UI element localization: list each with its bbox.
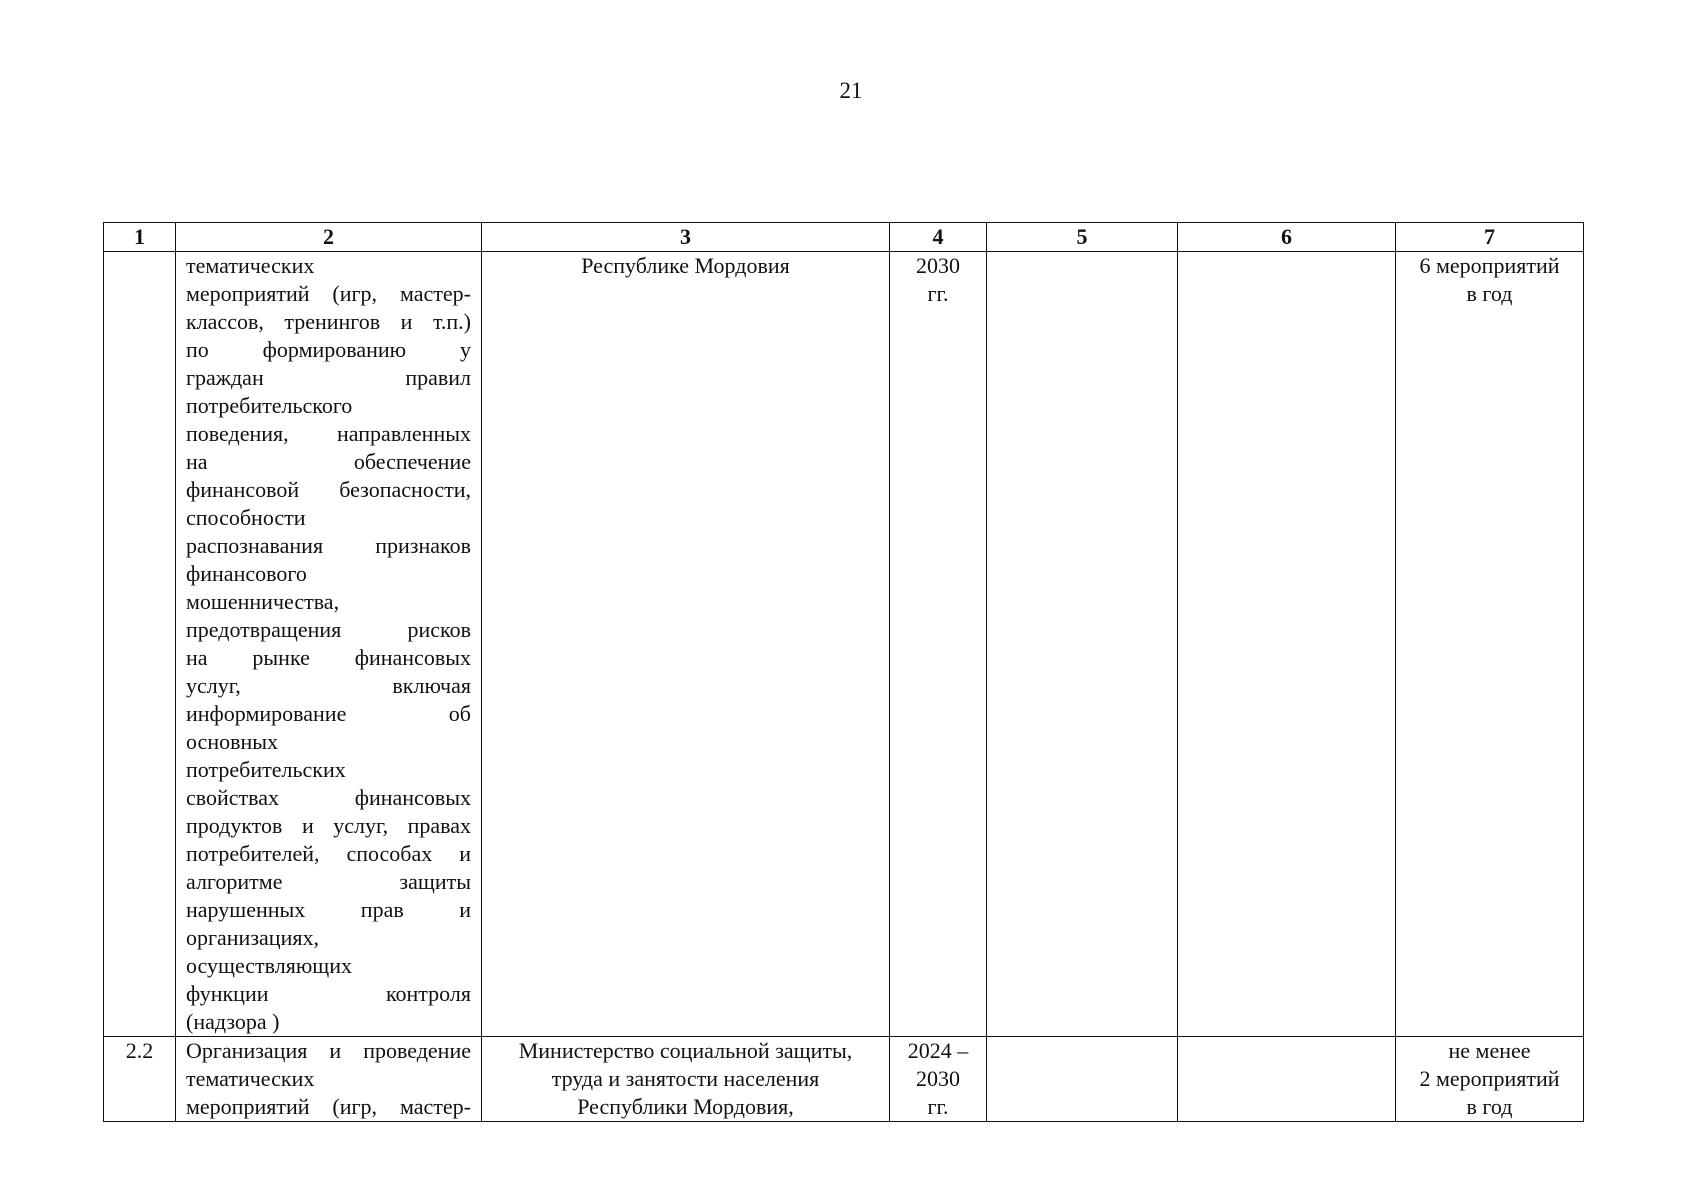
column-5-cell xyxy=(987,1037,1178,1122)
result-line: 2 мероприятий xyxy=(1419,1066,1560,1091)
description-line: на обеспечение xyxy=(186,449,471,474)
result-cell xyxy=(1396,1037,1584,1122)
description-line: граждан правил xyxy=(186,365,471,390)
description-line: мероприятий (игр, мастер- xyxy=(186,1094,471,1119)
column-6-cell xyxy=(1178,1037,1396,1122)
description-line: финансового xyxy=(186,561,307,586)
description-line: функции контроля xyxy=(186,981,471,1006)
executor-line: Республике Мордовия xyxy=(581,253,790,278)
executor-line: Республики Мордовия, xyxy=(577,1094,794,1119)
activity-description-cell xyxy=(176,1037,482,1122)
table-row xyxy=(104,252,1584,1037)
description-line: поведения, направленных xyxy=(186,421,471,446)
period-line: 2030 xyxy=(916,1066,960,1091)
period-line: 2024 – xyxy=(907,1038,969,1063)
activity-description-cell xyxy=(176,252,482,1037)
description-line: по формированию у xyxy=(186,337,471,362)
header-cell-7: 7 xyxy=(1396,223,1584,252)
description-line: предотвращения рисков xyxy=(186,617,471,642)
plan-table xyxy=(103,222,1584,1122)
executor-line: Министерство социальной защиты, xyxy=(518,1038,853,1063)
result-cell xyxy=(1396,252,1584,1037)
description-line: потребительского xyxy=(186,393,353,418)
header-cell-1: 1 xyxy=(104,223,176,252)
column-6-cell xyxy=(1178,252,1396,1037)
description-line: тематических xyxy=(186,1066,315,1091)
description-line: потребительских xyxy=(186,757,346,782)
description-line: услуг, включая xyxy=(186,673,471,698)
result-line: в год xyxy=(1466,1094,1513,1119)
table-row xyxy=(104,1037,1584,1122)
description-line: осуществляющих xyxy=(186,953,352,978)
description-line: алгоритме защиты xyxy=(186,869,471,894)
result-line: в год xyxy=(1466,281,1513,306)
header-cell-3: 3 xyxy=(482,223,890,252)
description-line: нарушенных прав и xyxy=(186,897,471,922)
description-line: на рынке финансовых xyxy=(186,645,471,670)
description-line: (надзора ) xyxy=(186,1009,280,1034)
description-line: тематических xyxy=(186,253,315,278)
description-line: классов, тренингов и т.п.) xyxy=(186,309,471,334)
period-cell xyxy=(890,252,987,1037)
header-cell-6: 6 xyxy=(1178,223,1396,252)
period-line: гг. xyxy=(927,1094,949,1119)
row-number-cell: 2.2 xyxy=(104,1037,176,1122)
executor-cell xyxy=(482,1037,890,1122)
description-line: основных xyxy=(186,729,279,754)
description-line: Организация и проведение xyxy=(186,1038,471,1063)
period-line: 2030 xyxy=(916,253,960,278)
period-line: гг. xyxy=(927,281,949,306)
description-line: потребителей, способах и xyxy=(186,841,471,866)
header-row xyxy=(104,223,1584,252)
page-number: 21 xyxy=(839,78,863,103)
result-line: не менее xyxy=(1448,1038,1531,1063)
description-line: информирование об xyxy=(186,701,471,726)
period-cell xyxy=(890,1037,987,1122)
executor-cell xyxy=(482,252,890,1037)
description-line: распознавания признаков xyxy=(186,533,471,558)
executor-line: труда и занятости населения xyxy=(551,1066,820,1091)
description-line: свойствах финансовых xyxy=(186,785,471,810)
description-line: продуктов и услуг, правах xyxy=(186,813,471,838)
column-5-cell xyxy=(987,252,1178,1037)
header-cell-5: 5 xyxy=(987,223,1178,252)
description-line: финансовой безопасности, xyxy=(186,477,471,502)
description-line: мошенничества, xyxy=(186,589,340,614)
description-line: мероприятий (игр, мастер- xyxy=(186,281,471,306)
description-line: организациях, xyxy=(186,925,319,950)
header-cell-4: 4 xyxy=(890,223,987,252)
description-line: способности xyxy=(186,505,306,530)
header-cell-2: 2 xyxy=(176,223,482,252)
result-line: 6 мероприятий xyxy=(1419,253,1560,278)
row-number-cell xyxy=(104,252,176,1037)
